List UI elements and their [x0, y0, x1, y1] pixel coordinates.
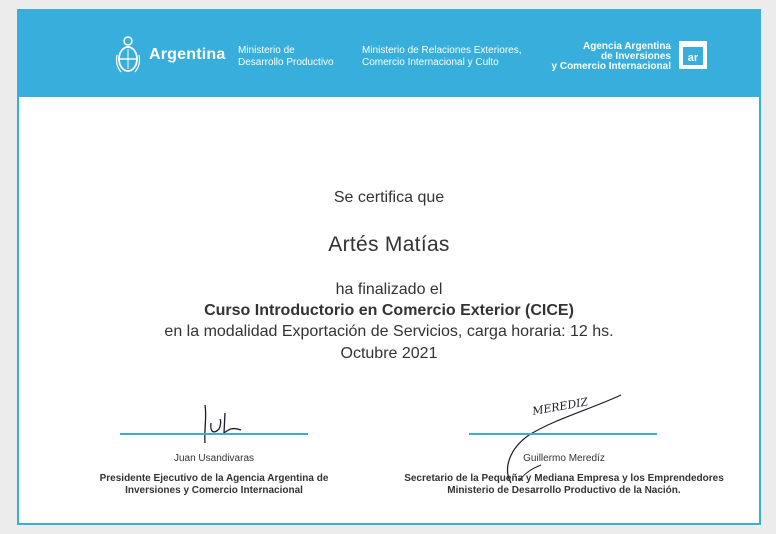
signature-line-right: [469, 433, 657, 435]
modality-text: en la modalidad Exportación de Servicios, carga horaria: 12 hs.: [164, 323, 614, 340]
signature-line-left: [120, 433, 308, 435]
header-banner: [19, 11, 759, 97]
coat-of-arms-icon: [115, 35, 141, 75]
signature-handwriting: MEREDIZ: [531, 395, 590, 418]
agency-name: Agencia Argentina de Inversiones y Comercio Internacional: [551, 41, 671, 72]
signer-name-right: Guillermo Meredíz: [523, 453, 605, 464]
brand-argentina: Argentina: [149, 46, 226, 63]
certify-intro: Se certifica que: [333, 189, 445, 206]
signer-name-left: Juan Usandivaras: [173, 453, 255, 464]
certificate: [17, 9, 761, 525]
certificate-date: Octubre 2021: [340, 345, 438, 362]
ministry-production: Ministerio de Desarrollo Productivo: [238, 45, 334, 68]
signer-title-left: Presidente Ejecutivo de la Agencia Argentina de Inversiones y Comercio Internacional: [99, 473, 329, 496]
svg-text:ar: ar: [687, 52, 699, 64]
recipient-name: Artés Matías: [328, 233, 450, 256]
agency-logo-icon: [679, 41, 707, 69]
course-title: Curso Introductorio en Comercio Exterior (CICE): [204, 302, 574, 319]
ministry-foreign-affairs: Ministerio de Relaciones Exteriores, Comercio Internacional y Culto: [362, 45, 522, 68]
signature-right: [499, 377, 639, 487]
completed-text: ha finalizado el: [335, 281, 443, 298]
signature-left: [189, 399, 279, 447]
signer-title-right: Secretario de la Pequeña y Mediana Empresa y los Emprendedores Ministerio de Desarrollo Productivo de la Nación.: [404, 473, 724, 496]
